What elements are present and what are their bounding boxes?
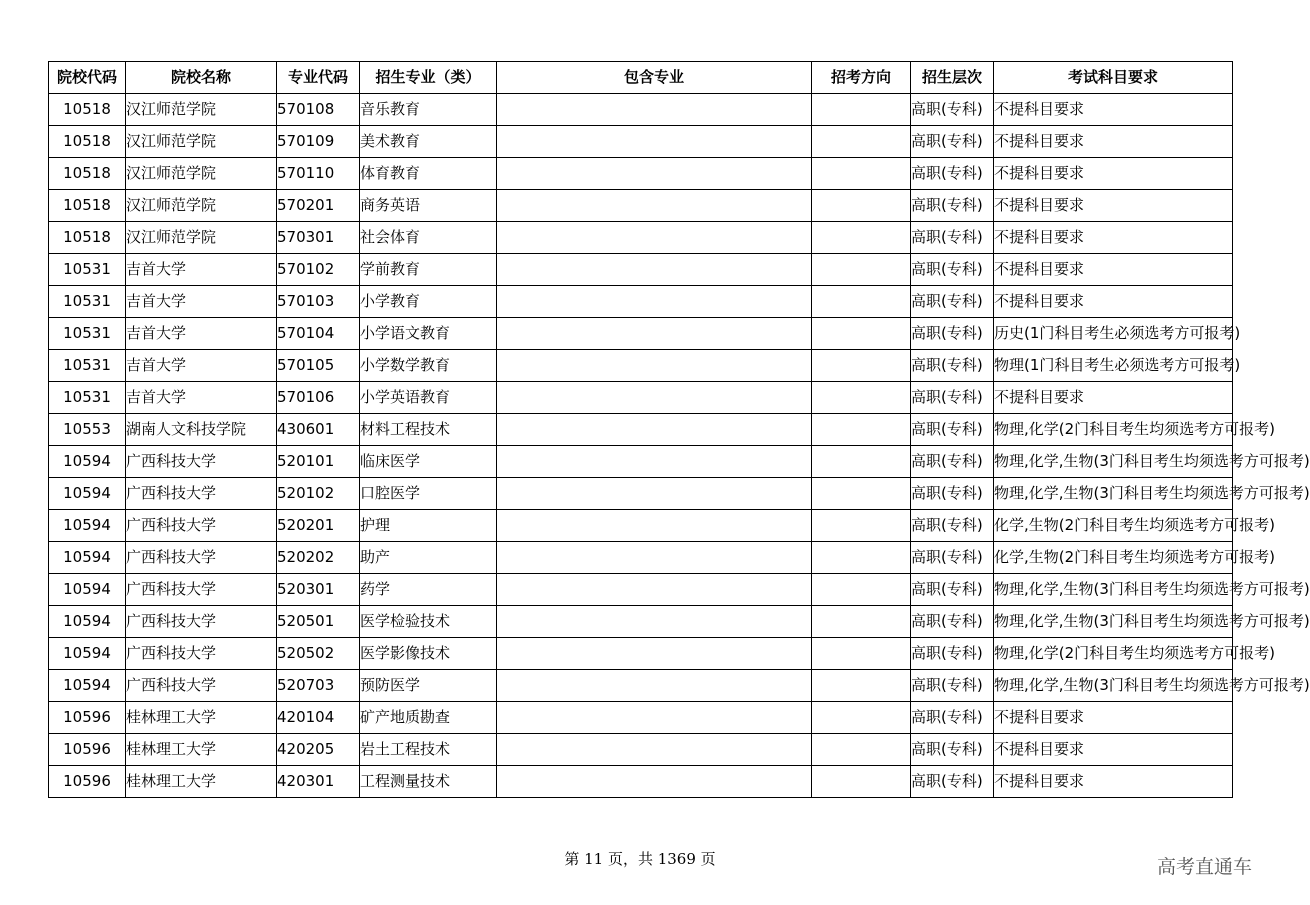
requirement-cell <box>994 94 1233 126</box>
header-school-name: 院校名称 <box>126 62 277 94</box>
included-majors-cell <box>497 734 812 766</box>
requirement-text: 不提科目要求 <box>994 164 1085 182</box>
level-cell: 高职(专科) <box>911 350 994 382</box>
table-row <box>49 414 1233 446</box>
direction-cell <box>812 542 911 574</box>
requirement-cell <box>994 414 1276 446</box>
major-code-cell: 420205 <box>277 734 360 766</box>
level-cell: 高职(专科) <box>911 222 994 254</box>
requirement-text: 不提科目要求 <box>994 100 1085 118</box>
level-cell: 高职(专科) <box>911 158 994 190</box>
direction-cell <box>812 126 911 158</box>
school-name-cell: 汉江师范学院 <box>126 190 277 222</box>
requirement-cell <box>994 382 1233 414</box>
major-code-cell: 570105 <box>277 350 360 382</box>
school-name-cell: 广西科技大学 <box>126 478 277 510</box>
school-name-cell: 广西科技大学 <box>126 542 277 574</box>
school-name-cell: 广西科技大学 <box>126 606 277 638</box>
requirement-cell <box>994 222 1233 254</box>
school-code-cell: 10531 <box>49 286 126 318</box>
table-row <box>49 222 1233 254</box>
requirement-text: 不提科目要求 <box>994 228 1085 246</box>
included-majors-cell <box>497 190 812 222</box>
school-name-cell: 汉江师范学院 <box>126 94 277 126</box>
requirement-text: 不提科目要求 <box>994 740 1085 758</box>
major-code-cell: 570201 <box>277 190 360 222</box>
school-code-cell: 10594 <box>49 510 126 542</box>
table-row <box>49 190 1233 222</box>
major-code-cell: 570106 <box>277 382 360 414</box>
major-cell: 助产 <box>360 542 497 574</box>
header-row <box>49 62 1233 94</box>
header-major-code: 专业代码 <box>277 62 360 94</box>
table-row <box>49 382 1233 414</box>
school-code-cell: 10531 <box>49 318 126 350</box>
school-code-cell: 10518 <box>49 94 126 126</box>
school-name-cell: 汉江师范学院 <box>126 126 277 158</box>
major-cell: 材料工程技术 <box>360 414 497 446</box>
table-row <box>49 766 1233 798</box>
requirement-text: 物理(1门科目考生必须选考方可报考) <box>994 356 1241 374</box>
table-row <box>49 670 1233 702</box>
level-cell: 高职(专科) <box>911 766 994 798</box>
requirement-text: 物理,化学,生物(3门科目考生均须选考方可报考) <box>994 612 1310 630</box>
major-cell: 小学语文教育 <box>360 318 497 350</box>
header-requirement: 考试科目要求 <box>994 62 1233 94</box>
school-name-cell: 广西科技大学 <box>126 446 277 478</box>
school-code-cell: 10594 <box>49 606 126 638</box>
requirement-cell <box>994 510 1276 542</box>
major-cell: 工程测量技术 <box>360 766 497 798</box>
school-code-cell: 10596 <box>49 702 126 734</box>
level-cell: 高职(专科) <box>911 254 994 286</box>
header-included-majors: 包含专业 <box>497 62 812 94</box>
direction-cell <box>812 158 911 190</box>
included-majors-cell <box>497 638 812 670</box>
major-cell: 矿产地质勘查 <box>360 702 497 734</box>
major-code-cell: 570301 <box>277 222 360 254</box>
school-name-cell: 吉首大学 <box>126 382 277 414</box>
level-cell: 高职(专科) <box>911 318 994 350</box>
level-cell: 高职(专科) <box>911 638 994 670</box>
major-cell: 音乐教育 <box>360 94 497 126</box>
major-cell: 口腔医学 <box>360 478 497 510</box>
school-code-cell: 10596 <box>49 766 126 798</box>
requirement-cell <box>994 734 1233 766</box>
table-row <box>49 638 1233 670</box>
major-code-cell: 570109 <box>277 126 360 158</box>
table-row <box>49 606 1233 638</box>
direction-cell <box>812 574 911 606</box>
level-cell: 高职(专科) <box>911 94 994 126</box>
school-code-cell: 10596 <box>49 734 126 766</box>
major-cell: 岩土工程技术 <box>360 734 497 766</box>
requirement-text: 不提科目要求 <box>994 292 1085 310</box>
school-name-cell: 广西科技大学 <box>126 574 277 606</box>
school-name-cell: 桂林理工大学 <box>126 702 277 734</box>
direction-cell <box>812 670 911 702</box>
header-direction: 招考方向 <box>812 62 911 94</box>
header-major: 招生专业（类） <box>360 62 497 94</box>
major-code-cell: 520201 <box>277 510 360 542</box>
school-code-cell: 10594 <box>49 478 126 510</box>
school-name-cell: 湖南人文科技学院 <box>126 414 277 446</box>
school-name-cell: 广西科技大学 <box>126 670 277 702</box>
level-cell: 高职(专科) <box>911 446 994 478</box>
requirement-text: 物理,化学,生物(3门科目考生均须选考方可报考) <box>994 484 1310 502</box>
major-code-cell: 570104 <box>277 318 360 350</box>
level-cell: 高职(专科) <box>911 702 994 734</box>
requirement-text: 物理,化学,生物(3门科目考生均须选考方可报考) <box>994 676 1310 694</box>
table-row <box>49 702 1233 734</box>
major-cell: 学前教育 <box>360 254 497 286</box>
major-code-cell: 570108 <box>277 94 360 126</box>
major-cell: 预防医学 <box>360 670 497 702</box>
school-code-cell: 10531 <box>49 350 126 382</box>
major-code-cell: 570110 <box>277 158 360 190</box>
included-majors-cell <box>497 382 812 414</box>
table-row <box>49 350 1233 382</box>
level-cell: 高职(专科) <box>911 126 994 158</box>
included-majors-cell <box>497 670 812 702</box>
level-cell: 高职(专科) <box>911 734 994 766</box>
included-majors-cell <box>497 158 812 190</box>
requirement-cell <box>994 478 1310 510</box>
included-majors-cell <box>497 542 812 574</box>
included-majors-cell <box>497 126 812 158</box>
requirement-text: 不提科目要求 <box>994 260 1085 278</box>
table-body <box>49 94 1310 798</box>
watermark: 高考直通车 <box>1156 856 1252 878</box>
admissions-table <box>48 61 1310 798</box>
requirement-text: 不提科目要求 <box>994 196 1085 214</box>
major-code-cell: 520501 <box>277 606 360 638</box>
school-code-cell: 10594 <box>49 542 126 574</box>
major-code-cell: 520101 <box>277 446 360 478</box>
major-cell: 临床医学 <box>360 446 497 478</box>
major-code-cell: 520102 <box>277 478 360 510</box>
direction-cell <box>812 414 911 446</box>
school-name-cell: 汉江师范学院 <box>126 222 277 254</box>
included-majors-cell <box>497 446 812 478</box>
major-code-cell: 520301 <box>277 574 360 606</box>
school-name-cell: 桂林理工大学 <box>126 766 277 798</box>
direction-cell <box>812 766 911 798</box>
school-name-cell: 吉首大学 <box>126 254 277 286</box>
major-cell: 药学 <box>360 574 497 606</box>
included-majors-cell <box>497 254 812 286</box>
included-majors-cell <box>497 286 812 318</box>
school-code-cell: 10518 <box>49 158 126 190</box>
requirement-cell <box>994 446 1310 478</box>
school-code-cell: 10518 <box>49 126 126 158</box>
direction-cell <box>812 254 911 286</box>
requirement-text: 不提科目要求 <box>994 132 1085 150</box>
requirement-cell <box>994 190 1233 222</box>
school-code-cell: 10518 <box>49 222 126 254</box>
level-cell: 高职(专科) <box>911 190 994 222</box>
direction-cell <box>812 606 911 638</box>
direction-cell <box>812 702 911 734</box>
table-row <box>49 734 1233 766</box>
requirement-cell <box>994 702 1233 734</box>
direction-cell <box>812 350 911 382</box>
requirement-text: 物理,化学(2门科目考生均须选考方可报考) <box>994 644 1276 662</box>
school-name-cell: 吉首大学 <box>126 318 277 350</box>
direction-cell <box>812 190 911 222</box>
table-row <box>49 126 1233 158</box>
direction-cell <box>812 510 911 542</box>
included-majors-cell <box>497 478 812 510</box>
school-code-cell: 10594 <box>49 670 126 702</box>
requirement-text: 物理,化学,生物(3门科目考生均须选考方可报考) <box>994 580 1310 598</box>
major-cell: 护理 <box>360 510 497 542</box>
included-majors-cell <box>497 766 812 798</box>
major-code-cell: 520502 <box>277 638 360 670</box>
requirement-cell <box>994 126 1233 158</box>
level-cell: 高职(专科) <box>911 510 994 542</box>
direction-cell <box>812 638 911 670</box>
school-code-cell: 10594 <box>49 446 126 478</box>
level-cell: 高职(专科) <box>911 382 994 414</box>
major-cell: 社会体育 <box>360 222 497 254</box>
table-row <box>49 94 1233 126</box>
level-cell: 高职(专科) <box>911 286 994 318</box>
school-name-cell: 广西科技大学 <box>126 638 277 670</box>
direction-cell <box>812 222 911 254</box>
requirement-cell <box>994 542 1276 574</box>
requirement-text: 物理,化学,生物(3门科目考生均须选考方可报考) <box>994 452 1310 470</box>
school-code-cell: 10531 <box>49 382 126 414</box>
school-name-cell: 汉江师范学院 <box>126 158 277 190</box>
direction-cell <box>812 382 911 414</box>
direction-cell <box>812 446 911 478</box>
major-cell: 美术教育 <box>360 126 497 158</box>
included-majors-cell <box>497 222 812 254</box>
school-name-cell: 广西科技大学 <box>126 510 277 542</box>
requirement-cell <box>994 254 1233 286</box>
requirement-cell <box>994 286 1233 318</box>
table-row <box>49 574 1233 606</box>
major-cell: 医学影像技术 <box>360 638 497 670</box>
school-code-cell: 10594 <box>49 638 126 670</box>
school-name-cell: 吉首大学 <box>126 350 277 382</box>
school-name-cell: 吉首大学 <box>126 286 277 318</box>
included-majors-cell <box>497 510 812 542</box>
major-code-cell: 430601 <box>277 414 360 446</box>
direction-cell <box>812 734 911 766</box>
direction-cell <box>812 318 911 350</box>
requirement-text: 不提科目要求 <box>994 708 1085 726</box>
major-cell: 体育教育 <box>360 158 497 190</box>
major-cell: 商务英语 <box>360 190 497 222</box>
school-name-cell: 桂林理工大学 <box>126 734 277 766</box>
direction-cell <box>812 94 911 126</box>
included-majors-cell <box>497 94 812 126</box>
requirement-text: 历史(1门科目考生必须选考方可报考) <box>994 324 1241 342</box>
included-majors-cell <box>497 350 812 382</box>
requirement-cell <box>994 158 1233 190</box>
major-cell: 小学英语教育 <box>360 382 497 414</box>
table-row <box>49 158 1233 190</box>
direction-cell <box>812 478 911 510</box>
table-row <box>49 510 1233 542</box>
school-code-cell: 10594 <box>49 574 126 606</box>
requirement-text: 化学,生物(2门科目考生均须选考方可报考) <box>994 516 1276 534</box>
major-code-cell: 570102 <box>277 254 360 286</box>
header-level: 招生层次 <box>911 62 994 94</box>
school-code-cell: 10518 <box>49 190 126 222</box>
requirement-text: 不提科目要求 <box>994 772 1085 790</box>
requirement-cell <box>994 670 1310 702</box>
major-code-cell: 420104 <box>277 702 360 734</box>
requirement-cell <box>994 318 1241 350</box>
requirement-cell <box>994 638 1276 670</box>
requirement-cell <box>994 606 1310 638</box>
included-majors-cell <box>497 318 812 350</box>
included-majors-cell <box>497 414 812 446</box>
requirement-cell <box>994 766 1233 798</box>
table-row <box>49 318 1233 350</box>
major-cell: 医学检验技术 <box>360 606 497 638</box>
table-row <box>49 446 1233 478</box>
page-number: 第 11 页，共 1369 页 <box>564 850 716 868</box>
school-code-cell: 10531 <box>49 254 126 286</box>
table-row <box>49 254 1233 286</box>
level-cell: 高职(专科) <box>911 670 994 702</box>
requirement-text: 不提科目要求 <box>994 388 1085 406</box>
level-cell: 高职(专科) <box>911 542 994 574</box>
school-code-cell: 10553 <box>49 414 126 446</box>
included-majors-cell <box>497 606 812 638</box>
header-school-code: 院校代码 <box>49 62 126 94</box>
level-cell: 高职(专科) <box>911 478 994 510</box>
table-row <box>49 542 1233 574</box>
major-code-cell: 420301 <box>277 766 360 798</box>
requirement-cell <box>994 350 1241 382</box>
requirement-text: 物理,化学(2门科目考生均须选考方可报考) <box>994 420 1276 438</box>
major-code-cell: 520703 <box>277 670 360 702</box>
level-cell: 高职(专科) <box>911 414 994 446</box>
requirement-cell <box>994 574 1310 606</box>
major-cell: 小学数学教育 <box>360 350 497 382</box>
level-cell: 高职(专科) <box>911 574 994 606</box>
included-majors-cell <box>497 702 812 734</box>
direction-cell <box>812 286 911 318</box>
table-row <box>49 286 1233 318</box>
major-code-cell: 570103 <box>277 286 360 318</box>
level-cell: 高职(专科) <box>911 606 994 638</box>
major-code-cell: 520202 <box>277 542 360 574</box>
included-majors-cell <box>497 574 812 606</box>
major-cell: 小学教育 <box>360 286 497 318</box>
requirement-text: 化学,生物(2门科目考生均须选考方可报考) <box>994 548 1276 566</box>
table-row <box>49 478 1233 510</box>
